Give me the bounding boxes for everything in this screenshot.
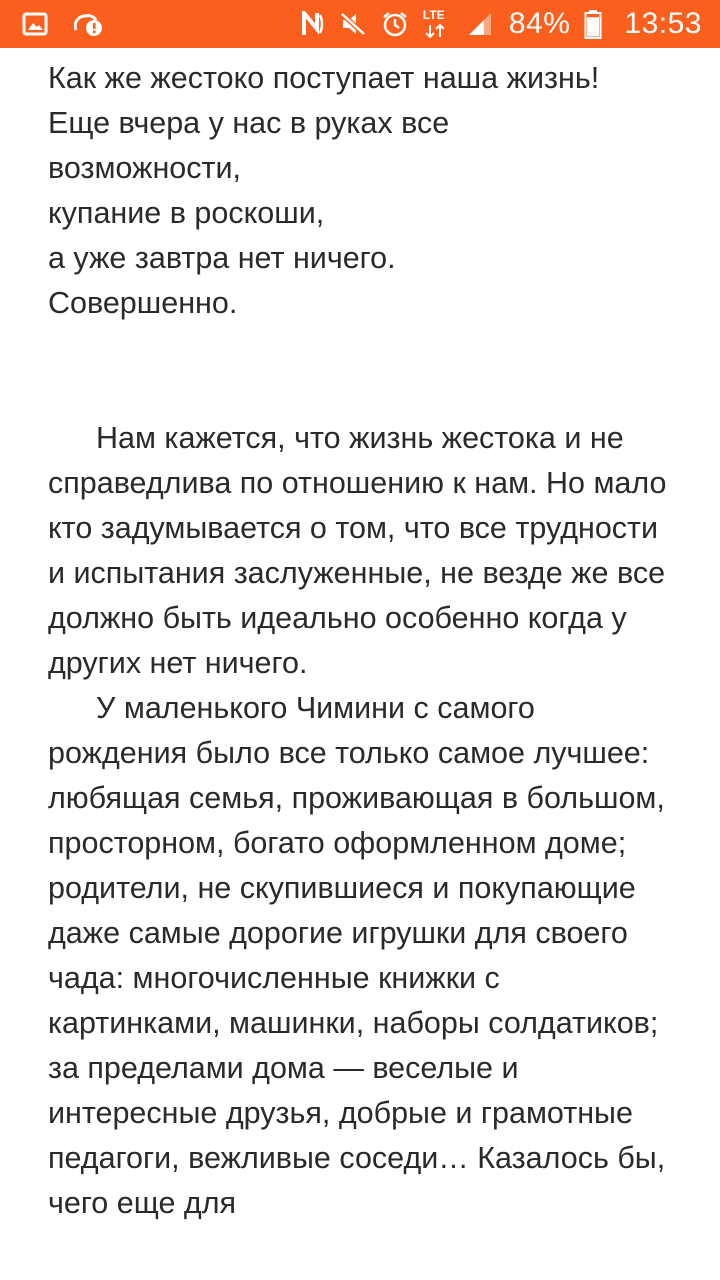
section-gap <box>48 326 680 416</box>
verse-line: а уже завтра нет ничего. <box>48 241 396 275</box>
verse-line: Как же жестоко поступает наша жизнь! <box>48 61 600 95</box>
verse-line: купание в роскоши, <box>48 196 325 230</box>
lte-label: LTE <box>422 8 445 22</box>
status-bar-system <box>301 9 702 39</box>
verse-line: Совершенно. <box>48 286 238 320</box>
verse-block <box>48 56 680 326</box>
reading-area[interactable] <box>0 48 720 1280</box>
paragraph: У маленького Чимини с самого рождения было все только самое лучшее: любящая семья, проживающая в большом, просторном, богато оформленном доме; родители, не скупившиеся и покупающие даже самые дорогие игрушки для своего чада: многочисленные книжки с картинками, машинки, наборы солдатиков; за пределами дома — веселые и интересные друзья, добрые и грамотные педагоги, вежливые соседи… Казалось бы, чего еще для <box>48 691 666 1220</box>
no-signal-notification-icon <box>74 10 104 38</box>
mute-icon <box>339 11 367 37</box>
paragraph: Нам кажется, что жизнь жестока и не справедлива по отношению к нам. Но мало кто задумывается о том, что все трудности и испытания заслуженные, не везде же все должно быть идеально особенно когда у других нет ничего. <box>48 421 667 680</box>
battery-percent: 84% <box>508 7 571 40</box>
nfc-icon <box>301 11 325 37</box>
lte-icon <box>423 9 453 39</box>
signal-icon <box>467 11 493 37</box>
verse-line: Еще вчера у нас в руках все <box>48 106 450 140</box>
status-bar-notifications <box>22 10 104 38</box>
alarm-icon <box>381 10 409 38</box>
status-bar <box>0 0 720 48</box>
verse-line: возможности, <box>48 151 241 185</box>
gallery-icon <box>22 12 48 36</box>
battery-icon <box>584 9 602 39</box>
clock: 13:53 <box>624 7 702 40</box>
